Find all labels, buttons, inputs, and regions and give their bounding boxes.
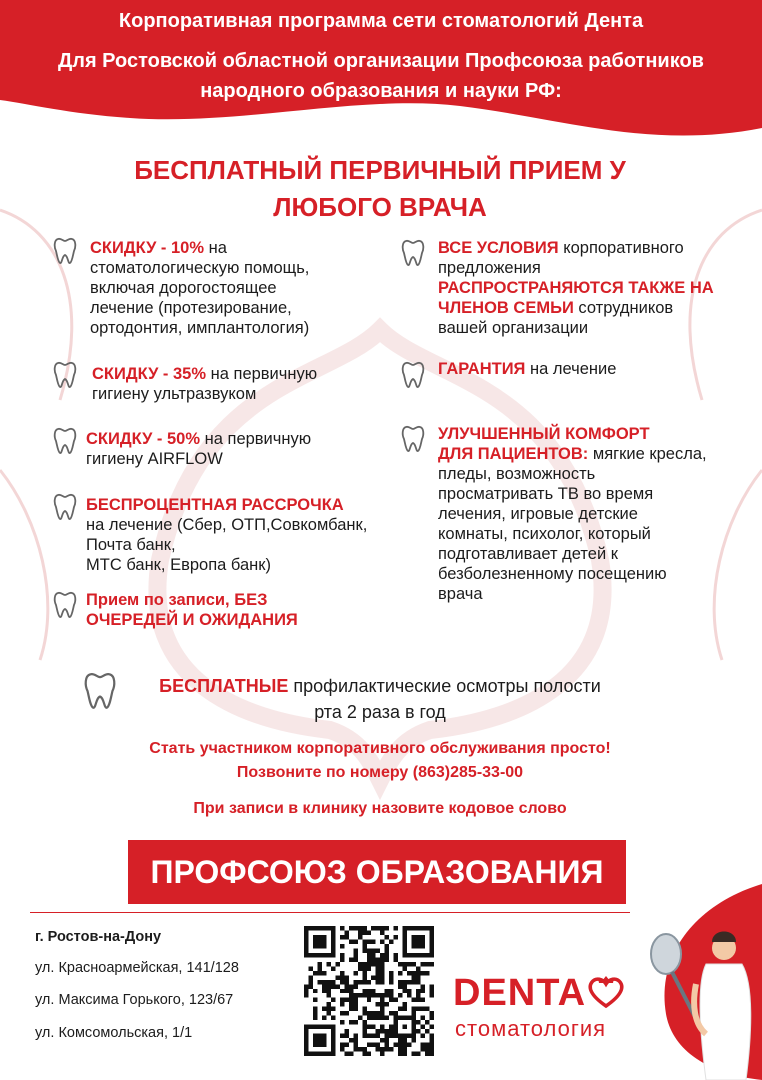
discount-35-item: СКИДКУ - 35% на первичную гигиену ультразвуком <box>92 365 318 403</box>
no-queue-item: Прием по записи, БЕЗ ОЧЕРЕДЕЙ И ОЖИДАНИЯ <box>86 591 298 629</box>
cta-line-1: Стать участником корпоративного обслуживания просто! <box>149 740 611 757</box>
tooth-icon <box>52 236 78 266</box>
divider <box>30 912 630 913</box>
guarantee-item: ГАРАНТИЯ на лечение <box>438 360 617 378</box>
tooth-icon <box>52 426 78 456</box>
tooth-icon <box>400 360 426 390</box>
city: г. Ростов-на-Дону <box>35 929 162 945</box>
tooth-icon <box>400 238 426 268</box>
tooth-icon <box>52 590 78 620</box>
installment-item: БЕСПРОЦЕНТНАЯ РАССРОЧКА на лечение (Сбер, ОТП,Совкомбанк, Почта банк, МТС банк, Европа банк) <box>86 496 368 574</box>
address-1: ул. Красноармейская, 141/128 <box>35 960 239 976</box>
heart-crown-icon <box>586 975 626 1009</box>
free-checkups: БЕСПЛАТНЫЕ профилактические осмотры полости рта 2 раза в год <box>159 676 601 722</box>
tooth-icon <box>52 492 78 522</box>
brand-logo: DENTA <box>453 972 626 1015</box>
header-line-2: Для Ростовской областной организации Профсоюза работников <box>58 50 704 72</box>
main-title: БЕСПЛАТНЫЙ ПЕРВИЧНЫЙ ПРИЕМ У ЛЮБОГО ВРАЧА <box>134 155 626 222</box>
cta-code-hint: При записи в клинику назовите кодовое слово <box>193 800 567 817</box>
brand-subtitle: стоматология <box>455 1016 607 1041</box>
address-3: ул. Комсомольская, 1/1 <box>35 1025 193 1041</box>
header-line-3: народного образования и науки РФ: <box>200 80 562 102</box>
discount-50-item: СКИДКУ - 50% на первичную гигиену AIRFLOW <box>86 430 312 468</box>
qr-code[interactable] <box>304 926 434 1056</box>
discount-10-item: СКИДКУ - 10% на стоматологическую помощь, включая дорогостоящее лечение (протезирование, ортодонтия, имплантология) <box>90 239 310 337</box>
header-line-1: Корпоративная программа сети стоматологий Дента <box>118 10 644 32</box>
tooth-icon <box>52 360 78 390</box>
family-conditions-item: ВСЕ УСЛОВИЯ корпоративного предложения РАСПРОСТРАНЯЮТСЯ ТАКЖЕ НА ЧЛЕНОВ СЕМЬИ сотрудников вашей организации <box>438 239 714 337</box>
address-2: ул. Максима Горького, 123/67 <box>35 992 234 1008</box>
comfort-item: УЛУЧШЕННЫЙ КОМФОРТ ДЛЯ ПАЦИЕНТОВ: мягкие кресла, пледы, возможность просматривать ТВ во время лечения, игровые детские комнаты, психолог, который подготавливает детей к безболезненному посещению врача <box>438 425 707 603</box>
tooth-icon <box>400 424 426 454</box>
code-word-banner: ПРОФСОЮЗ ОБРАЗОВАНИЯ <box>128 840 626 904</box>
cta-phone: Позвоните по номеру (863)285-33-00 <box>236 764 524 781</box>
